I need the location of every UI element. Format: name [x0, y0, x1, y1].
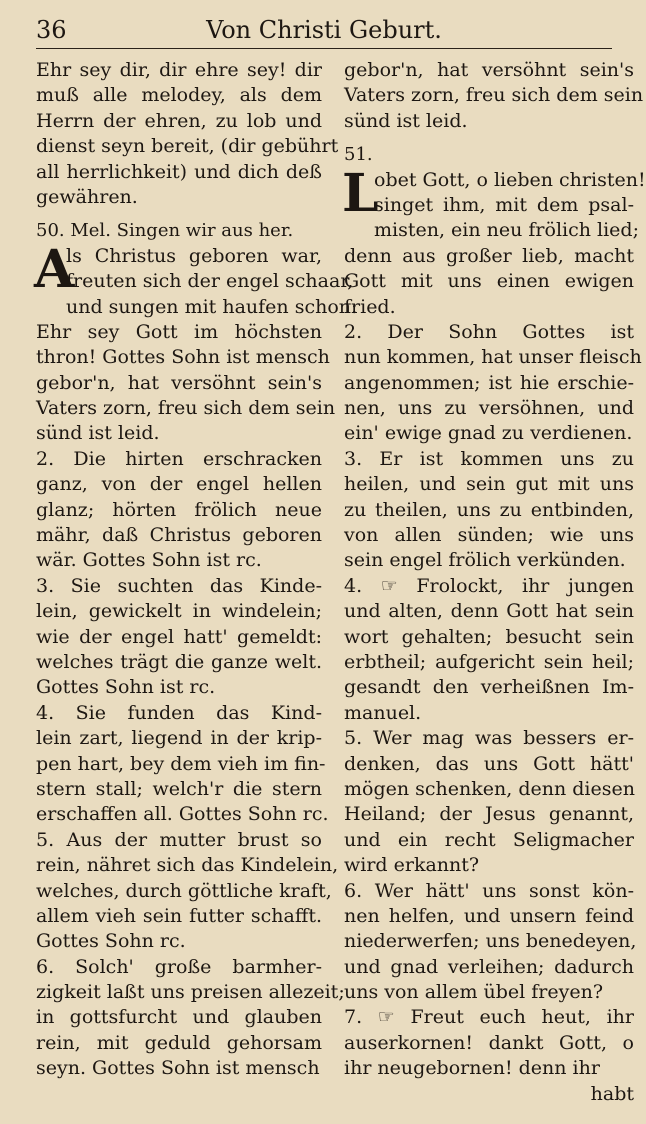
text-line: nun kommen, hat unser fleisch	[344, 346, 642, 369]
text-line: denken, das uns Gott hätt'	[344, 752, 634, 775]
hymn-50-text	[34, 238, 358, 320]
page-number: 36	[36, 16, 67, 44]
left-column	[34, 58, 358, 1082]
hymn-50-opening-lines	[66, 244, 358, 320]
text-line: ganz, von der engel hellen	[36, 473, 322, 496]
hymn-51-heading: 51.	[344, 144, 373, 166]
text-line: uns von allem übel freyen?	[344, 981, 604, 1004]
text-line: denn aus großer lieb, macht	[344, 244, 634, 267]
text-line: singet ihm, mit dem psal-	[374, 193, 634, 216]
text-line: welches, durch göttliche kraft,	[36, 879, 332, 902]
text-line: zigkeit laßt uns preisen allezeit;	[36, 981, 345, 1004]
drop-cap: L	[342, 162, 379, 224]
text-line: 5. Wer mag was bessers er-	[344, 727, 634, 750]
text-line: sein engel frölich verkünden.	[344, 549, 626, 572]
previous-hymn-ending	[36, 58, 339, 210]
text-line: Ehr sey Gott im höchsten	[36, 320, 322, 343]
hymn-50-verses	[36, 320, 345, 1082]
text-line: erschaffen all. Gottes Sohn rc.	[36, 803, 329, 826]
text-line: Herrn der ehren, zu lob und	[36, 109, 322, 132]
text-line: stern stall; welch'r die stern	[36, 777, 322, 800]
text-line: sünd ist leid.	[344, 109, 468, 132]
text-line: welches trägt die ganze welt.	[36, 650, 322, 673]
text-line: 6. Solch' große barmher-	[36, 955, 322, 978]
text-line: ihr neugebornen! denn ihr	[344, 1057, 600, 1080]
hymn-51-opening-lines	[374, 168, 646, 244]
drop-cap: A	[34, 238, 75, 300]
text-line: all herrlichkeit) und dich deß	[36, 160, 322, 183]
text-line: in gottsfurcht und glauben	[36, 1006, 322, 1029]
text-line: 5. Aus der mutter brust so	[36, 828, 322, 851]
text-line: 3. Er ist kommen uns zu	[344, 447, 634, 470]
hymn-50-ending	[344, 58, 644, 134]
text-line: seyn. Gottes Sohn ist mensch	[36, 1057, 320, 1080]
text-line: allem vieh sein futter schafft.	[36, 904, 322, 927]
page-header	[36, 14, 612, 49]
text-line: 4. ☞ Frolockt, ihr jungen	[344, 574, 634, 597]
text-line: und ein recht Seligmacher	[344, 828, 634, 851]
text-line: nen, uns zu versöhnen, und	[344, 397, 634, 420]
text-line: sünd ist leid.	[36, 422, 160, 445]
text-line: und gnad verleihen; dadurch	[344, 955, 634, 978]
text-line: Gottes Sohn rc.	[36, 930, 186, 953]
text-line: dienst seyn bereit, (dir gebührt	[36, 135, 339, 158]
text-line: 4. Sie funden das Kind-	[36, 701, 322, 724]
text-line: wird erkannt?	[344, 854, 480, 877]
text-line: Gott mit uns einen ewigen	[344, 270, 634, 293]
text-line: mähr, daß Christus geboren	[36, 524, 322, 547]
text-line: fried.	[344, 295, 396, 318]
right-column	[342, 58, 646, 1107]
text-line: nen helfen, und unsern feind	[344, 904, 634, 927]
text-line: gebor'n, hat versöhnt sein's	[344, 59, 634, 81]
text-line: obet Gott, o lieben christen!	[374, 168, 646, 191]
hymn-50-heading: 50. Mel. Singen wir aus her.	[36, 220, 294, 242]
hymn-51-verses	[344, 244, 642, 1082]
text-line: muß alle melodey, als dem	[36, 84, 322, 107]
text-line: Heiland; der Jesus genannt,	[344, 803, 634, 826]
text-line: von allen sünden; wie uns	[344, 524, 634, 547]
text-line: lein zart, liegend in der krip-	[36, 727, 322, 750]
text-line: Gottes Sohn ist rc.	[36, 676, 216, 699]
text-line: ls Christus geboren war,	[66, 244, 322, 267]
text-line: pen hart, bey dem vieh im fin-	[36, 752, 326, 775]
text-line: misten, ein neu frölich lied;	[374, 219, 639, 242]
text-line: mögen schenken, denn diesen	[344, 777, 635, 800]
text-line: 2. Die hirten erschracken	[36, 447, 322, 470]
text-line: 3. Sie suchten das Kinde-	[36, 574, 322, 597]
text-line: 7. ☞ Freut euch heut, ihr	[344, 1006, 634, 1029]
text-line: wort gehalten; besucht sein	[344, 625, 634, 648]
text-line: wie der engel hatt' gemeldt:	[36, 625, 322, 648]
text-line: und alten, denn Gott hat sein	[344, 600, 634, 623]
text-line: Ehr sey dir, dir ehre sey! dir	[36, 59, 322, 81]
text-line: erbtheil; aufgericht sein heil;	[344, 650, 634, 673]
text-line: Vaters zorn, freu sich dem sein	[36, 397, 336, 420]
text-line: wär. Gottes Sohn ist rc.	[36, 549, 262, 572]
text-line: gebor'n, hat versöhnt sein's	[36, 371, 322, 394]
text-line: 2. Der Sohn Gottes ist	[344, 320, 634, 343]
text-line: 6. Wer hätt' uns sonst kön-	[344, 879, 634, 902]
text-line: rein, nähret sich das Kindelein,	[36, 854, 339, 877]
text-line: niederwerfen; uns benedeyen,	[344, 930, 637, 953]
text-line: Vaters zorn, freu sich dem sein	[344, 84, 644, 107]
text-line: angenommen; ist hie erschie-	[344, 371, 634, 394]
text-line: gesandt den verheißnen Im-	[344, 676, 634, 699]
text-line: heilen, und sein gut mit uns	[344, 473, 634, 496]
text-line: rein, mit geduld gehorsam	[36, 1031, 322, 1054]
text-line: freuten sich der engel schaar,	[66, 270, 354, 293]
text-line: und sungen mit haufen schon:	[66, 295, 358, 318]
text-line: glanz; hörten frölich neue	[36, 498, 322, 521]
text-line: manuel.	[344, 701, 422, 724]
text-line: ein' ewige gnad zu verdienen.	[344, 422, 633, 445]
text-line: gewähren.	[36, 185, 138, 208]
hymn-51-text	[342, 162, 646, 244]
text-line: zu theilen, uns zu entbinden,	[344, 498, 634, 521]
running-title: Von Christi Geburt.	[206, 16, 442, 44]
catchword: habt	[590, 1082, 634, 1105]
text-line: auserkornen! dankt Gott, o	[344, 1031, 634, 1054]
text-line: thron! Gottes Sohn ist mensch	[36, 346, 330, 369]
text-line: lein, gewickelt in windelein;	[36, 600, 322, 623]
